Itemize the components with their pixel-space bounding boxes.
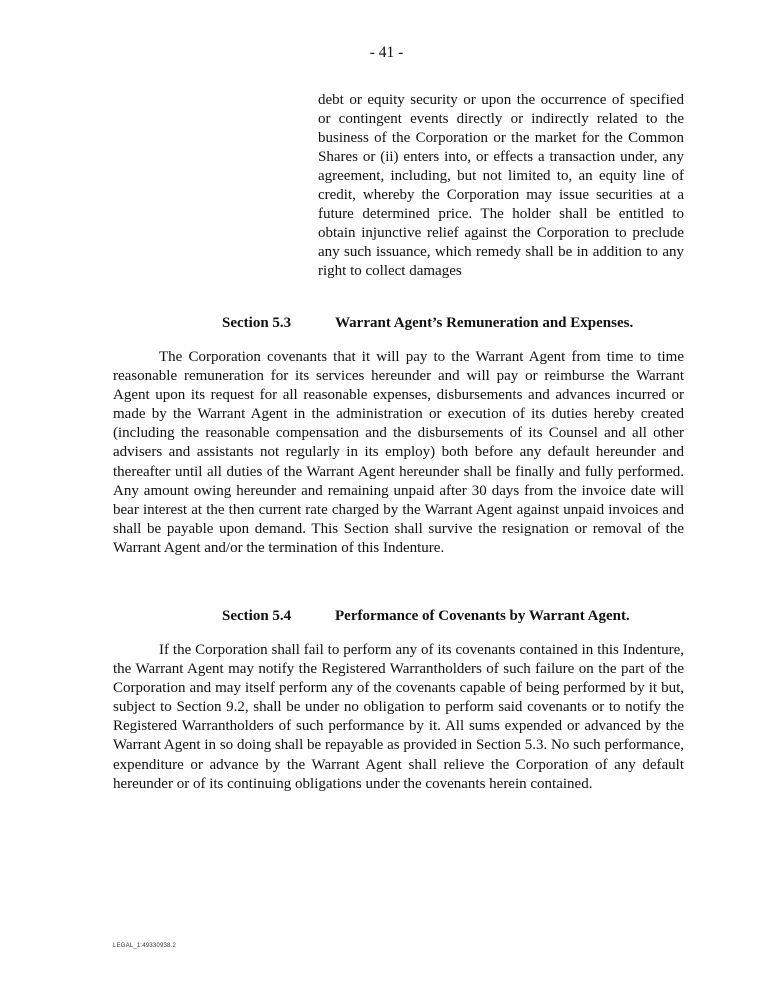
section-title: Performance of Covenants by Warrant Agent. [335, 608, 630, 624]
footer-document-code: LEGAL_1:49330938.2 [113, 943, 176, 949]
section-title: Warrant Agent’s Remuneration and Expenses. [335, 315, 634, 331]
continued-paragraph: debt or equity security or upon the occurrence of specified or contingent events directly or indirectly related to the business of the Corporation or the market for the Common Shares or (ii) enters into, or effects a transaction under, any agreement, including, but not limited to, an equity line of credit, whereby the Corporation may issue securities at a future determined price. The holder shall be entitled to obtain injunctive relief against the Corporation to preclude any such issuance, which remedy shall be in addition to any right to collect damages [318, 92, 684, 279]
section-number: Section 5.4 [222, 608, 292, 624]
section-number: Section 5.3 [222, 315, 292, 331]
section-5-4-body: If the Corporation shall fail to perform any of its covenants contained in this Indenture, the Warrant Agent may notify the Registered Warrantholders of such failure on the part of the Corporation and may itself perform any of the covenants capable of being performed by it but, subject to Section 9.2, shall be under no obligation to perform said covenants or to notify the Registered Warrantholders of such performance by it. All sums expended or advanced by the Warrant Agent in so doing shall be repayable as provided in Section 5.3. No such performance, expenditure or advance by the Warrant Agent shall relieve the Corporation of any default hereunder or of its continuing obligations under the covenants herein contained. [113, 642, 684, 792]
page-number: - 41 - [369, 44, 404, 61]
section-5-3-body: The Corporation covenants that it will pay to the Warrant Agent from time to time reasonable remuneration for its services hereunder and will pay or reimburse the Warrant Agent upon its request for all reasonable expenses, disbursements and advances incurred or made by the Warrant Agent in the administration or execution of its duties hereby created (including the reasonable compensation and the disbursements of its Counsel and all other advisers and assistants not regularly in its employ) both before any default hereunder and thereafter until all duties of the Warrant Agent hereunder shall be finally and fully performed. Any amount owing hereunder and remaining unpaid after 30 days from the invoice date will bear interest at the then current rate charged by the Warrant Agent against unpaid invoices and shall be payable upon demand. This Section shall survive the resignation or removal of the Warrant Agent and/or the termination of this Indenture. [113, 349, 684, 556]
